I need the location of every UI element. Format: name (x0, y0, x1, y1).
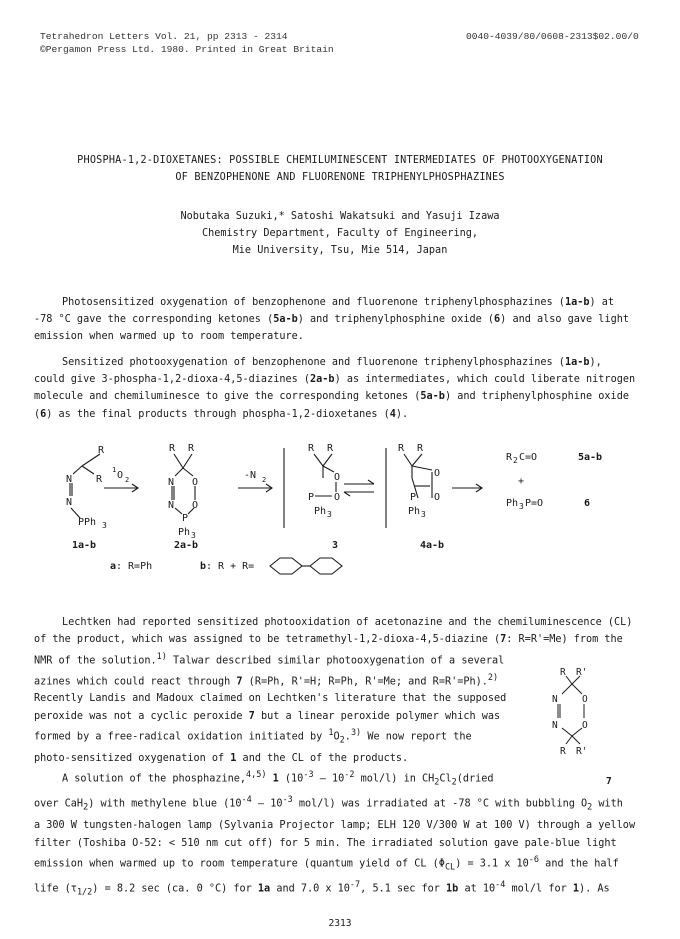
scheme-label-2ab: 2a-b (174, 540, 199, 551)
scheme-2-n1: N (168, 477, 175, 488)
scheme-label-4ab: 4a-b (420, 540, 445, 551)
scheme-5-sub: 2 (513, 456, 518, 465)
scheme-3-o1: O (334, 472, 341, 483)
scheme-o2: O (117, 470, 124, 481)
scheme-o2-pre: 1 (112, 466, 117, 474)
author-university: Mie University, Tsu, Mie 514, Japan (232, 245, 448, 256)
legend-a: a (110, 561, 117, 572)
scheme-1-n2: N (66, 497, 73, 508)
scheme-2-r2: R (188, 443, 195, 454)
scheme-3-sub3: 3 (327, 510, 332, 519)
scheme-3-r2: R (327, 443, 334, 454)
struct7-label: 7 (606, 776, 612, 787)
scheme-3-o2: O (334, 492, 341, 503)
legend-a-text: : R=Ph (116, 561, 153, 572)
scheme-1-r: R (96, 474, 103, 485)
page-number: 2313 (328, 918, 352, 929)
scheme-2-p: P (182, 513, 189, 524)
struct7-n2: N (552, 720, 558, 731)
scheme-label-5ab: 5a-b (578, 452, 603, 463)
scheme-1-sub3: 3 (102, 521, 107, 530)
struct7-n1: N (552, 694, 558, 705)
scheme-3-ph: Ph (314, 506, 327, 517)
intro-paragraph: Sensitized photooxygenation of benzophenone and fluorenone triphenylphosphazines (1a-b), could give 3-phospha-1,2-dioxa-4,5-diazines (2a-b) as intermediates, which could liberate nitrogen molecule and chemiluminesce to give the corresponding ketones (5a-b) and triphenylphosphine oxide (6) as the final products through phospha-1,2-dioxetanes (4). (34, 357, 636, 420)
legend-b: b (200, 561, 207, 572)
scheme-2-o2: O (192, 500, 199, 511)
scheme-o2-sub: 2 (125, 476, 130, 484)
scheme-1-r-top: R (98, 445, 105, 456)
reaction-scheme (40, 438, 640, 588)
scheme-6-ph: Ph (506, 498, 519, 509)
scheme-5-r: R (506, 452, 513, 463)
scheme-4-r1: R (398, 443, 405, 454)
journal-line: Tetrahedron Letters Vol. 21, pp 2313 - 2314 (40, 31, 288, 42)
struct7-o1: O (582, 694, 588, 705)
scheme-4-o2: O (434, 492, 441, 503)
scheme-6-sub: 3 (519, 502, 524, 511)
scheme-4-sub3: 3 (421, 510, 426, 519)
scheme-2-n2: N (168, 500, 175, 511)
scheme-label-6: 6 (584, 498, 591, 509)
scheme-4-ph: Ph (408, 506, 421, 517)
abstract: Photosensitized oxygenation of benzophenone and fluorenone triphenylphosphazines (1a-b) at -78 °C gave the corresponding ketones (5a-b) and triphenylphosphine oxide (6) and also gave light emission when warmed up to room temperature. (34, 297, 629, 343)
scheme-plus: + (518, 476, 525, 487)
author-names: Nobutaka Suzuki,* Satoshi Wakatsuki and Yasuji Izawa (180, 211, 500, 222)
struct7-rp-bottom: R' (576, 746, 588, 757)
scheme-4-r2: R (417, 443, 424, 454)
scheme-3-r1: R (308, 443, 315, 454)
scheme-label-1ab: 1a-b (72, 540, 97, 551)
scheme-label-3: 3 (332, 540, 339, 551)
struct7-o2: O (582, 720, 588, 731)
scheme-2-o1: O (192, 477, 199, 488)
scheme-1-pph: PPh (78, 517, 97, 528)
title-line-2: OF BENZOPHENONE AND FLUORENONE TRIPHENYLPHOSPHAZINES (175, 172, 505, 183)
scheme-5-co: C=O (519, 452, 538, 463)
scheme-2-ph: Ph (178, 527, 191, 538)
struct7-r-top: R (560, 667, 566, 678)
scheme-4-p: P (410, 492, 417, 503)
struct7-rp-top: R' (576, 667, 588, 678)
scheme-6-po: P=O (525, 498, 544, 509)
scheme-2-sub3: 3 (191, 531, 196, 540)
struct7-r-bottom: R (560, 746, 566, 757)
structure-7 (540, 664, 630, 789)
scheme-1-n1: N (66, 474, 73, 485)
scheme-3-p: P (308, 492, 315, 503)
title-line-1: PHOSPHA-1,2-DIOXETANES: POSSIBLE CHEMILUMINESCENT INTERMEDIATES OF PHOTOOXYGENATION (77, 155, 603, 166)
body-paragraph-1: Lechtken had reported sensitized photooxidation of acetonazine and the chemiluminescence (CL) of the product, which was assigned to be tetramethyl-1,2-dioxa-4,5-diazine (7: R=R'=Me) from the NMR of the solution.$^{1)}$ Talwar described similar photooxygenation of a several azines which could react through 7 (R=Ph, R'=H; R=Ph, R'=Me; and R=R'=Ph).$^{2)}$ Recently Landis and Madoux claimed on Lechtken's literature that the supposed peroxide was not a cyclic peroxide 7 but a linear peroxide polymer which was formed by a free-radical oxidation initiated by $^1O_2.^{3)}$ We now report the photo-sensitized oxygenation of 1 and the CL of the products. A solution of the phosphazine,$^{4,5)}$ 1 ($10^{-3} - 10^{-2}$ mol/l) in $CH_2Cl_2(dried$ over CaH$_2$) with methylene blue ($10^{-4} - 10^{-3}$ mol/l) was irradiated at -78 °C with bubbling $O_2$ with a 300 W tungsten-halogen lamp (Sylvania Projector lamp; ELH 120 V/300 W at 100 V) through a yellow filter (Toshiba O-52: < 510 nm cut off) for 5 min. The irradiated solution gave pale-blue light emission when warmed up to room temperature (quantum yield of CL $(\Phi_{CL}) = 3.1$ x $10^{-6}$ and the half life $(\tau_{1/2}) = 8.2$ sec (ca. 0 °C) for 1a and 7.0 x $10^{-7}$, 5.1 sec for 1b at $10^{-4}$ mol/l for 1). As (34, 617, 636, 898)
article-code: 0040-4039/80/0608-2313$02.00/0 (466, 31, 639, 42)
author-department: Chemistry Department, Faculty of Engineering, (201, 228, 478, 239)
scheme-4-o1: O (434, 468, 441, 479)
legend-b-text: : R + R= (206, 561, 255, 572)
scheme-minus-n: -N (244, 470, 257, 481)
publisher-line: ©Pergamon Press Ltd. 1980. Printed in Great Britain (40, 44, 334, 55)
scheme-2-r1: R (169, 443, 176, 454)
scheme-minus-n2-sub: 2 (262, 476, 267, 484)
